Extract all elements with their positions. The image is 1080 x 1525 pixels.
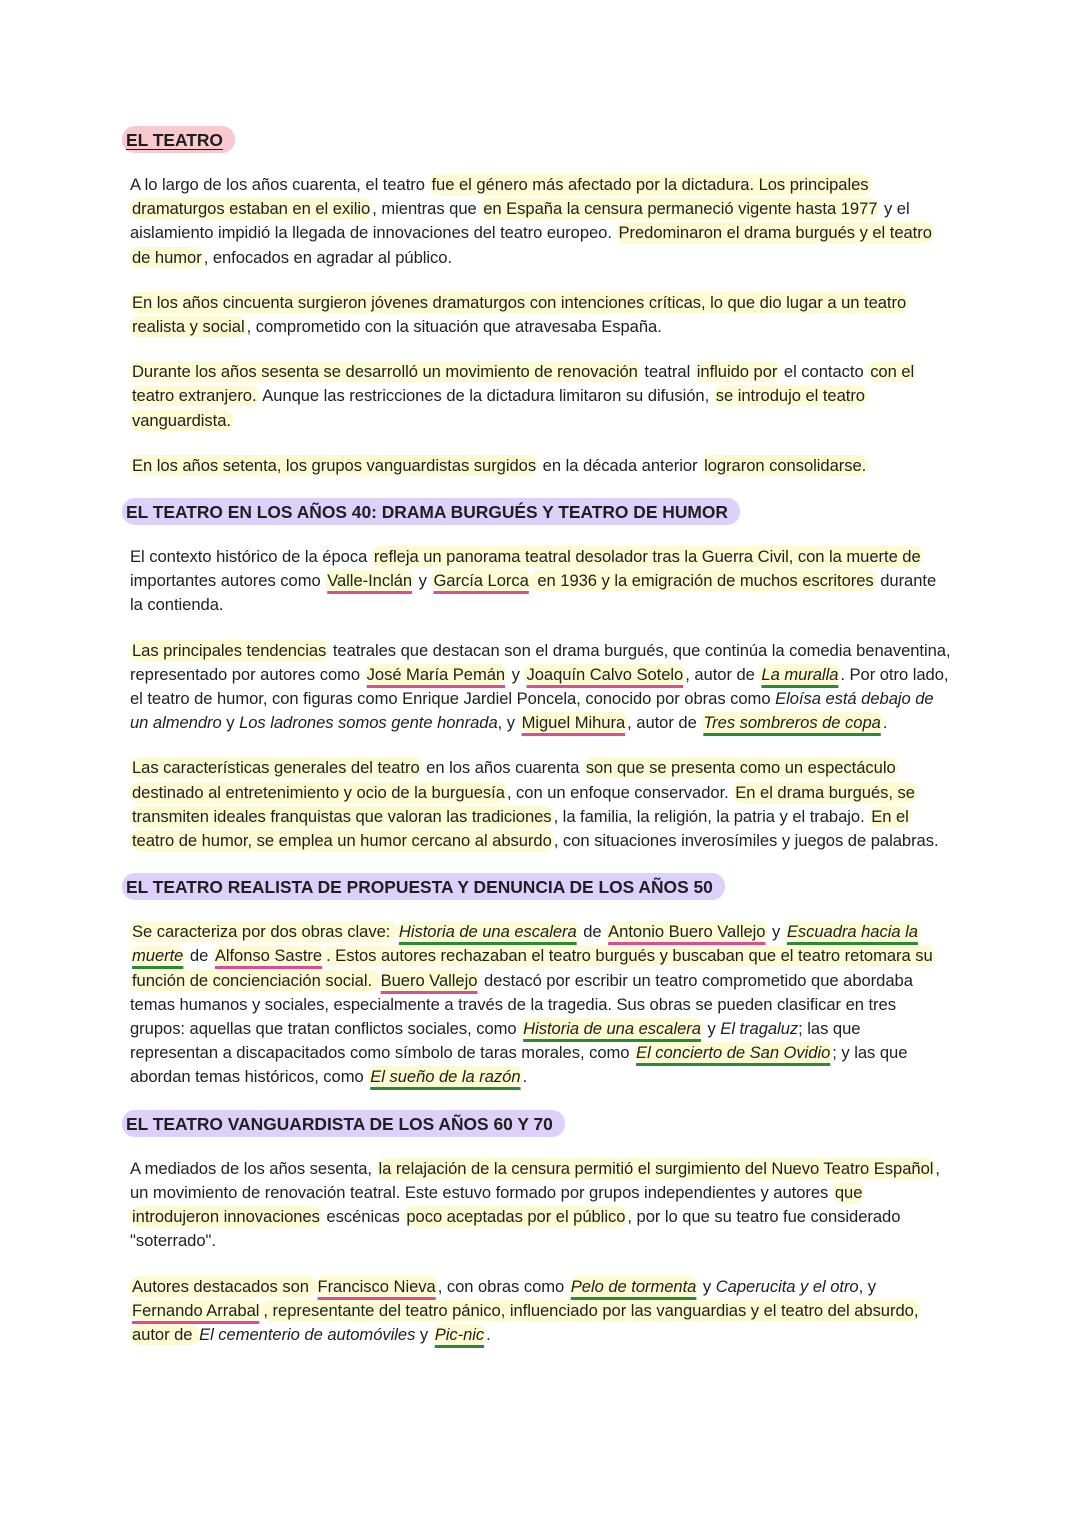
s2-paragraph-1 — [130, 920, 952, 1089]
text: destacó por escribir un teatro comprometido que abordaba temas humanos y sociales, especialmente a través de la tragedia. Sus obras se pueden clasificar en tres grupos: aquellas que tratan conflictos sociales, como — [130, 970, 913, 1039]
work-title: Historia de una escalera — [398, 922, 577, 942]
text: , enfocados en agradar al público. — [203, 247, 453, 267]
highlight: En los años setenta, los grupos vanguardistas surgidos — [132, 455, 537, 475]
text: , la familia, la religión, la patria y el trabajo. — [553, 806, 870, 826]
text: y — [414, 571, 432, 591]
highlight: Las características generales del teatro — [132, 758, 420, 778]
text: , y — [497, 713, 520, 733]
author-name: Alfonso Sastre — [214, 946, 323, 966]
highlight: fue el género más afectado por la dictadura. Los principales dramaturgos estaban en el exilio — [132, 175, 869, 219]
s3-paragraph-2 — [130, 1275, 952, 1348]
highlight: Las principales tendencias — [132, 640, 327, 660]
work-title-italic: Caperucita y el otro — [715, 1276, 859, 1296]
author-name: José María Pemán — [366, 664, 506, 684]
text: importantes autores como — [130, 571, 326, 591]
author-name: Miguel Mihura — [521, 713, 626, 733]
highlight: influido por — [696, 362, 778, 382]
text: . — [486, 1324, 491, 1344]
text: , con un enfoque conservador. — [506, 782, 734, 802]
highlight: que introdujeron innovaciones — [132, 1182, 863, 1227]
s3-paragraph-1 — [130, 1157, 952, 1254]
work-title: Pic-nic — [434, 1324, 485, 1344]
s1-paragraph-3 — [130, 756, 952, 853]
highlight: poco aceptadas por el público — [406, 1207, 626, 1227]
text: en la década anterior — [538, 455, 703, 475]
text: y — [702, 1019, 721, 1039]
work-title: Escuadra hacia la muerte — [132, 922, 918, 966]
text: y el aislamiento impidió la llegada de innovaciones del teatro europeo. — [130, 199, 910, 243]
work-title-italic: Los ladrones somos gente honrada — [239, 713, 498, 733]
text: y — [507, 664, 525, 684]
text: y — [415, 1324, 433, 1344]
author-name: Fernando Arrabal — [132, 1300, 260, 1320]
work-title: Historia de una escalera — [523, 1019, 701, 1039]
text: A lo largo de los años cuarenta, el teatro — [130, 175, 430, 194]
text: , autor de — [627, 713, 702, 733]
author-name: Buero Vallejo — [380, 970, 478, 990]
text: teatrales que destacan son el drama burgués, que continúa la comedia benaventina, representado por autores como — [130, 640, 951, 684]
highlight: refleja un panorama teatral desolador tras la Guerra Civil, con la muerte de — [373, 547, 921, 567]
author-name: Joaquín Calvo Sotelo — [526, 664, 684, 684]
highlight: con el teatro extranjero. — [132, 362, 915, 406]
highlight: lograron consolidarse. — [704, 455, 867, 475]
page-title: EL TEATRO — [122, 126, 235, 153]
text: escénicas — [321, 1207, 405, 1227]
work-title-italic: El tragaluz — [720, 1019, 799, 1039]
work-title-italic: Eloísa está debajo de un almendro — [130, 689, 934, 733]
work-title: El sueño de la razón — [370, 1067, 521, 1087]
intro-paragraph-2 — [130, 291, 952, 339]
work-title: El concierto de San Ovidio — [636, 1043, 831, 1063]
intro-paragraph-4 — [130, 454, 952, 478]
text: y — [767, 922, 785, 942]
work-title-italic: El cementerio de automóviles — [199, 1324, 416, 1344]
author-name: Valle-Inclán — [327, 571, 413, 591]
text: , con situaciones inverosímiles y juegos de palabras. — [553, 831, 939, 851]
text: A mediados de los años sesenta, — [130, 1158, 377, 1178]
highlight: la relajación de la censura permitió el surgimiento del Nuevo Teatro Español — [378, 1158, 934, 1178]
text: Aunque las restricciones de la dictadura limitaron su difusión, — [258, 386, 714, 406]
text: , autor de — [685, 664, 760, 684]
text: el contacto — [779, 362, 869, 382]
section-heading-40s: EL TEATRO EN LOS AÑOS 40: DRAMA BURGUÉS Y TEATRO DE HUMOR — [122, 498, 740, 525]
text: , y — [858, 1276, 876, 1296]
text: , por lo que su teatro fue considerado "soterrado". — [130, 1207, 901, 1251]
highlight: en España la censura permaneció vigente hasta 1977 — [483, 199, 878, 219]
author-name: Antonio Buero Vallejo — [608, 922, 766, 942]
text: teatral — [639, 362, 695, 382]
highlight: Durante los años sesenta se desarrolló un movimiento de renovación — [132, 362, 638, 382]
highlight: Autores destacados son — [132, 1276, 314, 1296]
author-name: García Lorca — [433, 571, 529, 591]
highlight: , representante del teatro pánico, influenciado por las vanguardias y el teatro del absurdo, autor de — [132, 1300, 919, 1344]
text: y — [698, 1276, 716, 1296]
s1-paragraph-2 — [130, 639, 952, 736]
author-name: Francisco Nieva — [317, 1276, 436, 1296]
section-heading-60s-70s: EL TEATRO VANGUARDISTA DE LOS AÑOS 60 Y 70 — [122, 1110, 565, 1137]
text: de — [185, 946, 213, 966]
work-title: La muralla — [761, 664, 839, 684]
highlight: Se caracteriza por dos obras clave: — [132, 922, 395, 942]
text: de — [578, 922, 607, 942]
highlight: son que se presenta como un espectáculo destinado al entretenimiento y ocio de la burguesía — [132, 758, 896, 802]
highlight: Predominaron el drama burgués y el teatro de humor — [132, 223, 932, 267]
intro-paragraph-3 — [130, 360, 952, 433]
text: durante la contienda. — [130, 571, 937, 615]
text: , un movimiento de renovación teatral. Este estuvo formado por grupos independientes y autores — [130, 1158, 940, 1202]
text: ; y las que abordan temas históricos, como — [130, 1043, 908, 1087]
text: , mientras que — [372, 199, 482, 219]
text: El contexto histórico de la época — [130, 547, 372, 567]
text: ; las que representan a discapacitados como símbolo de taras morales, como — [130, 1019, 861, 1063]
text: , comprometido con la situación que atravesaba España. — [246, 317, 662, 337]
text: en los años cuarenta — [421, 758, 584, 778]
work-title: Pelo de tormenta — [570, 1276, 697, 1296]
intro-paragraph-1 — [130, 173, 952, 270]
highlight: En el drama burgués, se transmiten ideales franquistas que valoran las tradiciones — [132, 782, 915, 826]
text: y — [221, 713, 240, 733]
highlight: . Estos autores rechazaban el teatro burgués y buscaban que el teatro retomara su función de concienciación social. — [132, 946, 933, 990]
s1-paragraph-1 — [130, 545, 952, 618]
work-title: Tres sombreros de copa — [703, 713, 881, 733]
highlight: se introdujo el teatro vanguardista. — [132, 386, 865, 430]
text: . — [882, 713, 888, 733]
text: , con obras como — [437, 1276, 569, 1296]
text: . — [522, 1067, 528, 1087]
highlight: En el teatro de humor, se emplea un humor cercano al absurdo — [132, 806, 909, 851]
highlight: En los años cincuenta surgieron jóvenes dramaturgos con intenciones críticas, lo que dio lugar a un teatro realista y social — [132, 292, 907, 337]
highlight: en 1936 y la emigración de muchos escritores — [532, 571, 874, 591]
text: . Por otro lado, el teatro de humor, con figuras como Enrique Jardiel Poncela, conocido por obras como — [130, 664, 949, 709]
section-heading-50s: EL TEATRO REALISTA DE PROPUESTA Y DENUNCIA DE LOS AÑOS 50 — [122, 873, 725, 900]
